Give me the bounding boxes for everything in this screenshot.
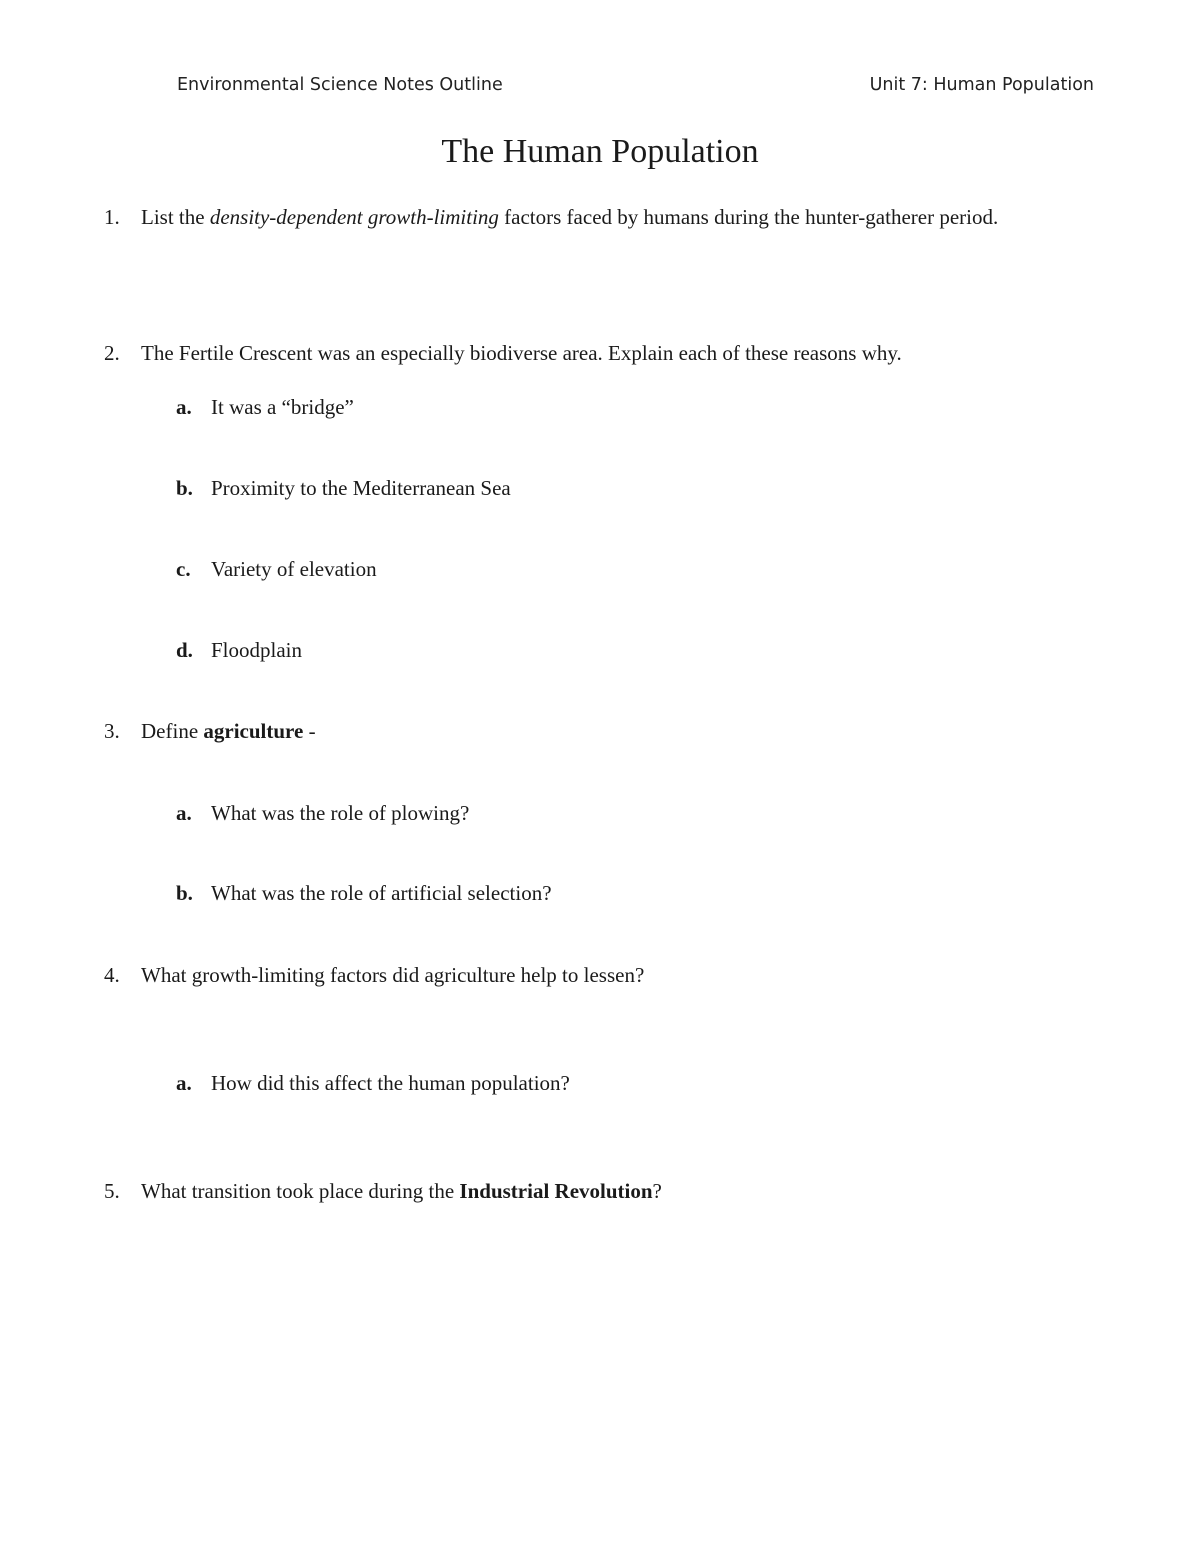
sub-question-letter: a.: [176, 395, 192, 419]
question-text-part: ?: [652, 1179, 662, 1203]
sub-question-3a: [176, 799, 1046, 827]
sub-question-4a: [176, 1069, 1046, 1097]
question-emphasis: density-dependent growth-limiting: [209, 205, 499, 229]
sub-question-text: Proximity to the Mediterranean Sea: [211, 476, 511, 500]
question-1: [104, 203, 1054, 231]
sub-question-text: Floodplain: [211, 638, 303, 662]
sub-question-3b: [176, 879, 1046, 907]
header-left-text: Environmental Science Notes Outline: [177, 75, 503, 95]
question-text-part: Define: [141, 719, 204, 743]
sub-question-2c: [176, 555, 1046, 583]
question-number: 3.: [104, 719, 120, 743]
question-bold-term: agriculture: [203, 719, 304, 743]
sub-question-2d: [176, 636, 1046, 664]
question-text-part: List the: [141, 205, 210, 229]
sub-question-letter: c.: [176, 557, 191, 581]
question-5: [104, 1177, 1054, 1205]
question-text: [141, 203, 1054, 231]
sub-question-text: Variety of elevation: [211, 557, 377, 581]
sub-question-text: What was the role of artificial selection?: [211, 881, 552, 905]
sub-question-letter: d.: [176, 638, 193, 662]
question-2: [104, 339, 1054, 367]
question-text: [141, 717, 1054, 745]
sub-question-text: It was a “bridge”: [211, 395, 354, 419]
question-text: [141, 1177, 1054, 1205]
question-bold-term: Industrial Revolution: [459, 1179, 653, 1203]
sub-question-letter: b.: [176, 881, 193, 905]
document-title: The Human Population: [441, 133, 759, 170]
sub-question-2b: [176, 474, 1046, 502]
sub-question-text: How did this affect the human population?: [211, 1071, 570, 1095]
sub-question-letter: a.: [176, 801, 192, 825]
sub-question-text: What was the role of plowing?: [211, 801, 470, 825]
sub-question-2a: [176, 393, 1046, 421]
question-text: What growth-limiting factors did agriculture help to lessen?: [141, 963, 645, 987]
question-text-part: factors faced by humans during the hunter-gatherer period.: [498, 205, 999, 229]
sub-question-letter: a.: [176, 1071, 192, 1095]
question-number: 5.: [104, 1179, 120, 1203]
question-number: 4.: [104, 963, 120, 987]
question-text: The Fertile Crescent was an especially biodiverse area. Explain each of these reasons why.: [141, 341, 902, 365]
question-number: 1.: [104, 205, 120, 229]
header-right-text: Unit 7: Human Population: [869, 75, 1094, 95]
sub-question-letter: b.: [176, 476, 193, 500]
question-number: 2.: [104, 341, 120, 365]
question-text-part: -: [303, 719, 316, 743]
question-4: [104, 961, 1054, 989]
question-text-part: What transition took place during the: [141, 1179, 460, 1203]
question-3: [104, 717, 1054, 745]
